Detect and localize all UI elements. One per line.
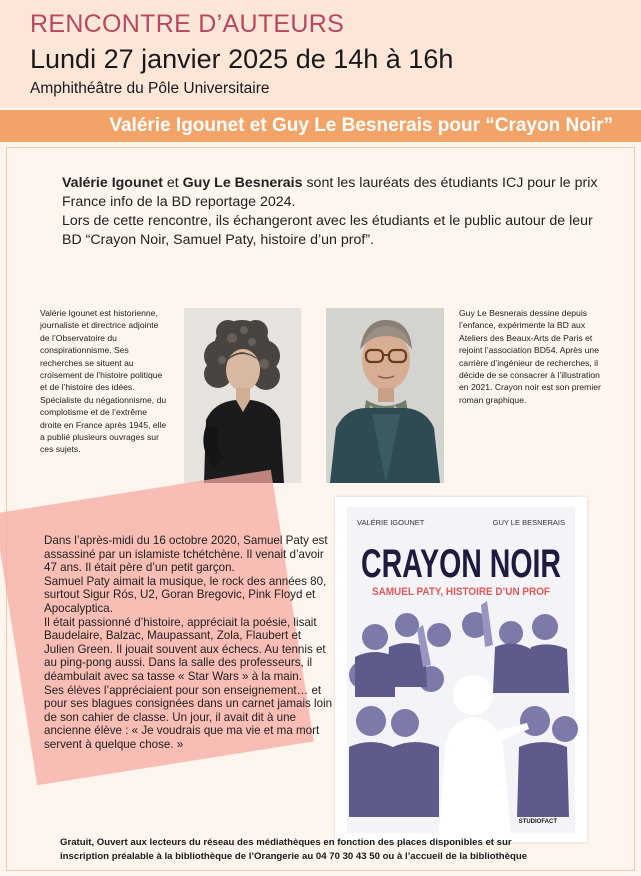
intro-text — [62, 174, 602, 250]
cover-title: CRAYON NOIR — [361, 542, 562, 586]
cover-subtitle: SAMUEL PATY, HISTOIRE D’UN PROF — [372, 586, 551, 598]
photo-valerie-igounet — [184, 308, 301, 483]
bio-guy-le-besnerais: Guy Le Besnerais dessine depuis l’enfance, expérimente la BD aux Ateliers des Beaux-Arts de Paris et rejoint l’association BD54. Après une carrière d’ingénieur de recherches, il décide de se consacrer à l’illustration en 2021. Crayon noir est son premier roman graphique. — [459, 308, 601, 405]
event-header — [0, 0, 641, 108]
title-banner — [0, 110, 641, 142]
intro-paragraph-2: Lors de cette rencontre, ils échangeront avec les étudiants et le public autour de leur BD “Crayon Noir, Samuel Paty, histoire d’un prof”. — [62, 213, 593, 248]
story-paragraph-1: Dans l’après-midi du 16 octobre 2020, Samuel Paty est assassiné par un islamiste tchétchène. Il venait d’avoir 47 ans. Il était père d’un petit garçon. — [44, 534, 328, 575]
event-kicker: RENCONTRE D’AUTEURS — [30, 10, 345, 38]
intro-paragraph-1 — [62, 174, 602, 212]
story-paragraph-2: Samuel Paty aimait la musique, le rock des années 80, surtout Sigur Rós, U2, Goran Bregovic, Pink Floyd et Apocalyptica. — [44, 574, 327, 615]
photo-guy-le-besnerais — [326, 308, 444, 483]
book-cover — [335, 497, 587, 842]
author-name-2: Guy Le Besnerais — [182, 175, 303, 191]
intro-line1-rest: sont les lauréats des étudiants ICJ pour le prix France info de la BD reportage 2024. — [62, 175, 598, 210]
cover-author-left: VALÉRIE IGOUNET — [357, 518, 425, 527]
footer-line-1: Gratuit, Ouvert aux lecteurs du réseau des médiathèques en fonction des places disponibles et sur — [60, 837, 512, 848]
portrait-woman-illustration — [184, 308, 301, 483]
story-paragraph-4: Ses élèves l’appréciaient pour son enseignement… et pour ses blagues consignées dans un carnet jamais loin de son cahier de classe. Un jour, il avait dit à une ancienne élève : « Je voudrais que ma vie et ma mort servent à quelque chose. » — [44, 683, 333, 751]
portrait-man-illustration — [326, 308, 444, 483]
story-paragraph-3: Il était passionné d’histoire, appréciait la poésie, lisait Baudelaire, Balzac, Maupassant, Zola, Flaubert et Julien Green. Il jouait souvent aux échecs. Au tennis et au ping-pong aussi. Dans la salle des professeurs, il déambulait avec sa tasse « Star Wars » à la main. — [44, 615, 326, 683]
bio-valerie-igounet: Valérie Igounet est historienne, journaliste et directrice adjointe de l’Observatoire du conspirationnisme. Ses recherches se situent au croisement de l’histoire politique et de l’histoire des idées. Spécialiste du négationnisme, du complotisme et de l’extrême droite en France après 1945, elle a publié plusieurs ouvrages sur ces sujets. — [40, 308, 167, 455]
event-place: Amphithéâtre du Pôle Universitaire — [30, 80, 270, 97]
footer-line-2: inscription préalable à la bibliothèque de l’Orangerie au 04 70 30 43 50 ou à l’accueil de la bibliothèque — [60, 850, 528, 862]
intro-and: et — [162, 175, 183, 191]
cover-author-right: GUY LE BESNERAIS — [492, 518, 565, 527]
story-text — [44, 534, 334, 752]
banner-title: Valérie Igounet et Guy Le Besnerais pour “Crayon Noir” — [109, 115, 613, 136]
author-name-1: Valérie Igounet — [62, 175, 163, 191]
footer-info — [60, 836, 605, 863]
cover-publisher: STUDIOFACT — [518, 819, 557, 825]
book-cover-illustration — [335, 497, 587, 842]
event-date: Lundi 27 janvier 2025 de 14h à 16h — [30, 44, 454, 74]
